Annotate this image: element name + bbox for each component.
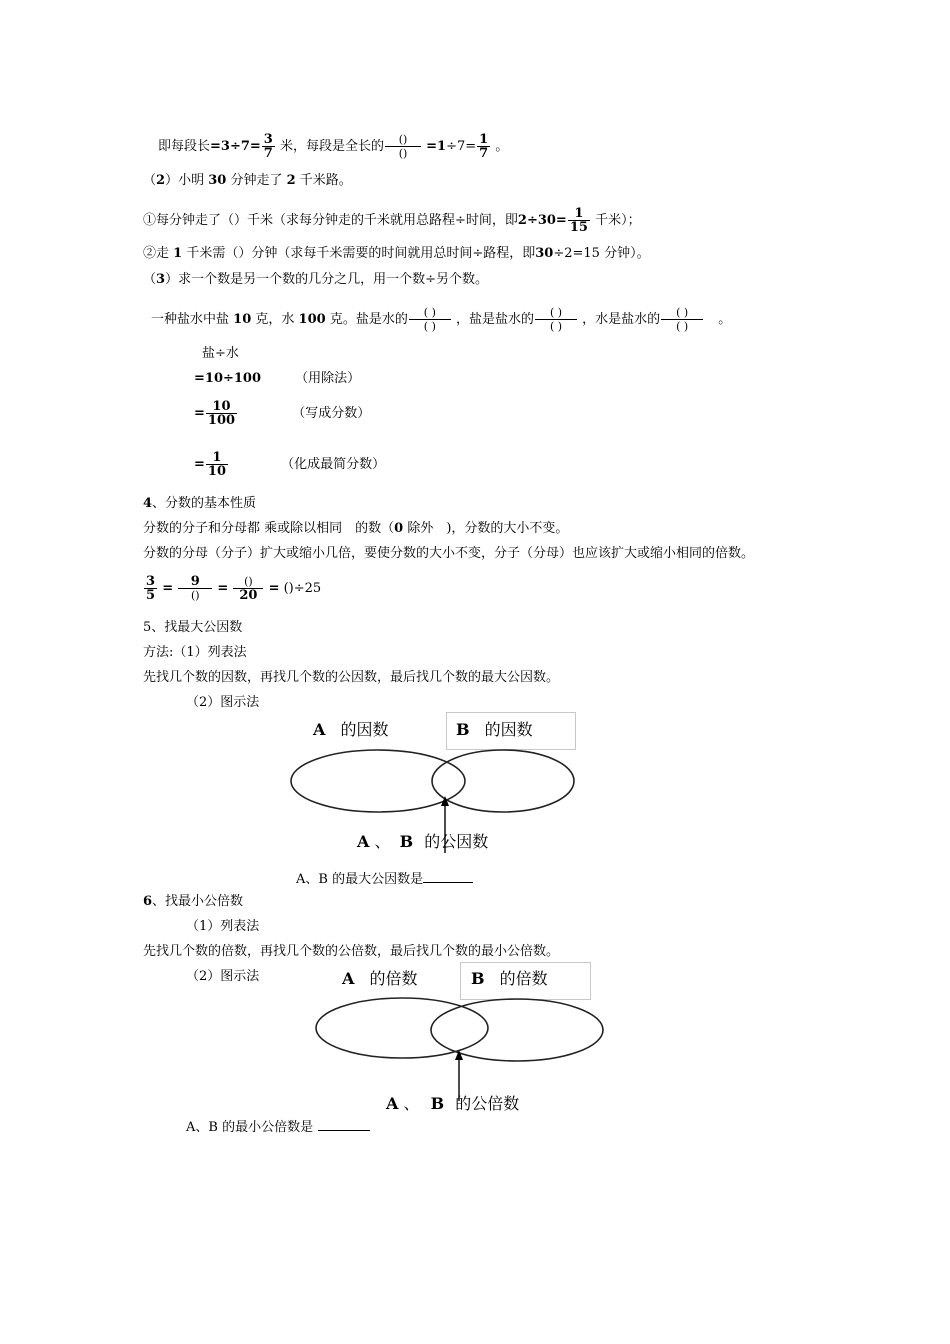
venn-label-a: A 的倍数 (342, 969, 418, 988)
fraction-1-10: $\frac{1}{10}$ (207, 450, 226, 479)
lcm-result-line: A、B 的最小公倍数是 (186, 1118, 370, 1136)
section-6-method-1: （1）列表法 (186, 919, 260, 934)
calc-row-1: 盐÷水 (202, 346, 239, 361)
line-per-minute: ①每分钟走了（）千米（求每分钟走的千米就用总路程÷时间，即2÷30= $\frac{1}{15}$ 千米）； (143, 206, 641, 235)
blank-fraction: $\frac{( )}{( )}$ (535, 306, 577, 333)
blank-fraction: $\frac{( )}{( )}$ (661, 306, 703, 333)
section-5-method-1-desc: 先找几个数的因数，再找几个数的公因数，最后找几个数的最大公因数。 (143, 670, 560, 685)
section-4-paragraph-2: 分数的分母（分子）扩大或缩小几倍，要使分数的大小不变，分子（分母）也应该扩大或缩小相同的倍数。 (143, 546, 755, 561)
line-per-km: ②走 1 千米需（）分钟（求每千米需要的时间就用总时间÷路程，即30÷2=15 分钟）。 (143, 246, 650, 261)
fraction-10-100: $\frac{10}{100}$ (207, 399, 236, 428)
answer-blank[interactable] (318, 1118, 370, 1131)
venn-common-label: A 、 B 的公因数 (357, 832, 489, 851)
section-6-method-2: （2）图示法 (186, 969, 260, 984)
calc-row-2: =10÷100 （用除法） (194, 371, 361, 386)
section-5-method-2: （2）图示法 (186, 695, 260, 710)
section-5-title: 5、找最大公因数 (143, 620, 243, 635)
section-5-method-1: 方法:（1）列表法 (143, 645, 247, 660)
ellipse-b (432, 750, 574, 812)
fraction-1-15: $\frac{1}{15}$ (569, 206, 588, 235)
gcd-result-line: A、B 的最大公因数是 (296, 870, 473, 888)
venn-diagram-multiples (305, 996, 615, 1106)
blank-fraction: $\frac{( )}{( )}$ (409, 306, 451, 333)
calc-row-3: = $\frac{10}{100}$ （写成分数） (194, 399, 371, 428)
fraction-blank-20: $\frac{()}{20}$ (233, 575, 263, 602)
venn-label-b: B 的因数 (456, 720, 533, 739)
section-6-method-1-desc: 先找几个数的倍数，再找几个数的公倍数，最后找几个数的最小公倍数。 (143, 944, 560, 959)
line-segment-length: 即每段长=3÷7= $\frac{3}{7}$ 米，每段是全长的 $\frac{()}{()}$ =1÷7= $\frac{1}{7}$ 。 (158, 132, 509, 161)
blank-fraction: $\frac{()}{()}$ (385, 133, 421, 160)
ellipse-a (291, 750, 465, 812)
line-saltwater: 一种盐水中盐 10 克，水 100 克。盐是水的 $\frac{( )}{( )}$ ，盐是盐水的 $\frac{( )}{( )}$ ，水是盐水的 $\frac{( )}{( )}$ 。 (151, 306, 732, 333)
fraction-9-blank: $\frac{9}{()}$ (178, 575, 212, 602)
line-fraction-of: （3）求一个数是另一个数的几分之几，用一个数÷另个数。 (143, 272, 488, 287)
venn-common-label: A 、 B 的公倍数 (386, 1094, 520, 1113)
section-4-paragraph-1: 分数的分子和分母都 乘或除以相同 的数（0 除外 )，分数的大小不变。 (143, 521, 569, 536)
venn-label-b: B 的倍数 (471, 969, 548, 988)
fraction-1-7: $\frac{1}{7}$ (479, 132, 489, 161)
answer-blank[interactable] (423, 870, 473, 883)
ellipse-b (431, 999, 603, 1061)
ellipse-a (316, 998, 488, 1058)
section-6-title: 6、找最小公倍数 (143, 894, 244, 909)
section-4-equation: $\frac{3}{5}$ = $\frac{9}{()}$ = $\frac{()}{20}$ = ()÷25 (146, 574, 322, 603)
calc-row-4: = $\frac{1}{10}$ （化成最简分数） (194, 450, 386, 479)
section-4-title: 4、分数的基本性质 (143, 496, 257, 511)
venn-label-a: A 的因数 (313, 720, 389, 739)
fraction-3-5: $\frac{3}{5}$ (146, 574, 156, 603)
fraction-3-7: $\frac{3}{7}$ (263, 132, 273, 161)
line-xiaoming: （2）小明 30 分钟走了 2 千米路。 (143, 173, 352, 188)
